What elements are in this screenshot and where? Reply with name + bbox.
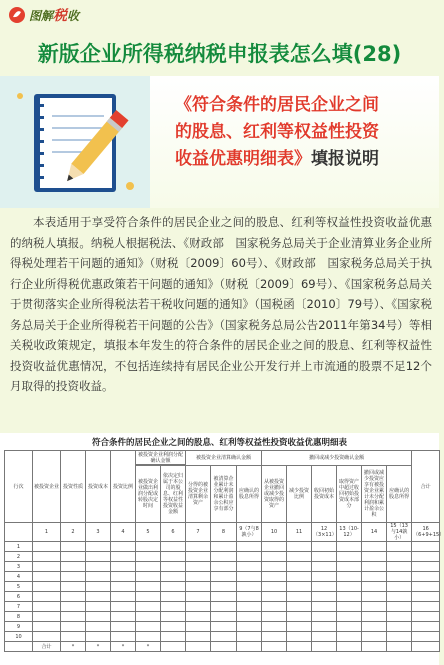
table-cell <box>287 602 312 612</box>
header-c15: 撤回或减少投资应享有被投资企业累计未分配利润和累计盈余公积 <box>362 466 387 523</box>
column-number: 7 <box>186 523 211 542</box>
table-cell <box>262 592 287 602</box>
header-invest-ratio: 投资比例 <box>111 451 136 523</box>
intro-paragraph: 本表适用于享受符合条件的居民企业之间的股息、红利等权益性投资收益优惠的纳税人填报。纳税人根据税法、《财政部 国家税务总局关于企业清算业务企业所得税处理若干问题的通知》（财税〔2009〕60号）、《财政部 国家税务总局关于执行企业所得税优惠政策若干问题的通知》（财税〔2009〕69号）、《国家税务总局关于贯彻落实企业所得税法若干税收问题的通知》（国税函〔2010〕79号）、《国家税务总局关于企业所得税若干问题的公告》（国家税务总局公告2011年第34号）等相关税收政策规定，填报本年发生的符合条件的居民企业之间的股息、红利等权益性投资收益优惠情况，不包括连续持有居民企业公开发行并上市流通的股票不足12个月取得的投资收益。 <box>10 215 432 393</box>
table-title: 符合条件的居民企业之间的股息、红利等权益性投资收益优惠明细表 <box>91 438 347 448</box>
table-cell <box>111 612 136 622</box>
table-cell <box>237 552 262 562</box>
header-c16: 应确认的股息所得 <box>387 466 412 523</box>
table-cell <box>86 572 111 582</box>
star-cell: * <box>61 642 86 652</box>
header-c14: 取得资产中超过收回初始投资成本部分 <box>337 466 362 523</box>
table-cell <box>237 622 262 632</box>
table-cell <box>33 592 61 602</box>
table-cell <box>262 552 287 562</box>
column-number <box>5 523 33 542</box>
table-cell <box>211 632 237 642</box>
table-cell <box>312 622 337 632</box>
table-cell <box>262 632 287 642</box>
table-row <box>5 622 440 632</box>
table-cell <box>86 602 111 612</box>
table-cell <box>61 622 86 632</box>
table-cell <box>362 632 387 642</box>
table-cell <box>33 612 61 622</box>
row-number: 10 <box>5 632 33 642</box>
table-cell <box>161 542 186 552</box>
table-cell <box>262 542 287 552</box>
table-cell <box>287 592 312 602</box>
total-cell <box>211 642 237 652</box>
table-row <box>5 582 440 592</box>
table-cell <box>186 632 211 642</box>
table-cell <box>136 622 161 632</box>
table-cell <box>136 572 161 582</box>
table-cell <box>312 632 337 642</box>
table-cell <box>186 592 211 602</box>
table-cell <box>136 602 161 612</box>
table-cell <box>387 582 412 592</box>
table-row <box>5 562 440 572</box>
star-cell: * <box>86 642 111 652</box>
table-cell <box>337 572 362 582</box>
table-cell <box>211 562 237 572</box>
table-cell <box>387 622 412 632</box>
table-cell <box>161 632 186 642</box>
table-cell <box>136 582 161 592</box>
table-cell <box>287 632 312 642</box>
banner-subtitle: 《符合条件的居民企业之间 的股息、红利等权益性投资 收益优惠明细表》填报说明 <box>175 95 379 169</box>
table-cell <box>61 572 86 582</box>
column-number: 12（3×11） <box>312 523 337 542</box>
leaf-logo-icon <box>8 6 26 24</box>
header-group-dividend: 被投资企业利润分配确认金额 <box>136 451 186 465</box>
table-cell <box>237 562 262 572</box>
table-cell <box>211 572 237 582</box>
column-number: 6 <box>161 523 186 542</box>
table-cell <box>186 602 211 612</box>
row-number: 4 <box>5 572 33 582</box>
table-cell <box>237 612 262 622</box>
row-number: 2 <box>5 552 33 562</box>
table-cell <box>161 582 186 592</box>
column-number: 3 <box>86 523 111 542</box>
table-cell <box>86 582 111 592</box>
table-row <box>5 572 440 582</box>
table-cell <box>186 542 211 552</box>
header-c11: 从被投资企业撤回或减少投资取得的资产 <box>262 466 287 523</box>
total-cell <box>337 642 362 652</box>
table-cell <box>312 592 337 602</box>
row-number: 3 <box>5 562 33 572</box>
header-c12: 减少投资比例 <box>287 466 312 523</box>
column-number: 4 <box>111 523 136 542</box>
row-number: 6 <box>5 592 33 602</box>
table-cell <box>161 562 186 572</box>
row-number: 5 <box>5 582 33 592</box>
table-cell <box>33 552 61 562</box>
column-number: 1 <box>33 523 61 542</box>
table-cell <box>237 582 262 592</box>
header-investee: 被投资企业 <box>33 451 61 523</box>
table-cell <box>362 572 387 582</box>
table-cell <box>312 552 337 562</box>
column-number: 16（6+9+15） <box>412 523 440 542</box>
table-cell <box>33 562 61 572</box>
table-cell <box>337 612 362 622</box>
table-cell <box>211 542 237 552</box>
table-cell <box>262 602 287 612</box>
table-cell <box>86 622 111 632</box>
column-number: 5 <box>136 523 161 542</box>
table-cell <box>136 542 161 552</box>
table-cell <box>211 552 237 562</box>
table-cell <box>111 582 136 592</box>
table-cell <box>262 582 287 592</box>
table-cell <box>61 602 86 612</box>
table-cell <box>61 542 86 552</box>
table-body <box>5 542 440 642</box>
table-cell <box>337 592 362 602</box>
table-cell <box>287 552 312 562</box>
column-number: 15（13与14孰小） <box>387 523 412 542</box>
table-cell <box>337 582 362 592</box>
total-cell <box>287 642 312 652</box>
detail-table <box>4 450 444 652</box>
table-cell <box>186 552 211 562</box>
table-cell <box>211 602 237 612</box>
table-cell <box>161 592 186 602</box>
table-cell <box>33 622 61 632</box>
table-cell <box>33 632 61 642</box>
table-cell <box>262 562 287 572</box>
notebook-pencil-icon <box>0 76 150 208</box>
header-invest-cost: 投资成本 <box>86 451 111 523</box>
table-cell <box>86 542 111 552</box>
table-cell <box>86 592 111 602</box>
table-cell <box>161 572 186 582</box>
table-cell <box>412 612 440 622</box>
column-number: 11 <box>287 523 312 542</box>
total-cell <box>412 642 440 652</box>
table-cell <box>186 582 211 592</box>
table-cell <box>86 632 111 642</box>
table-cell <box>161 552 186 562</box>
table-cell <box>136 562 161 572</box>
table-cell <box>312 582 337 592</box>
table-cell <box>362 622 387 632</box>
total-row-no <box>5 642 33 652</box>
star-cell: * <box>111 642 136 652</box>
table-cell <box>337 602 362 612</box>
header-c10: 应确认的股息所得 <box>237 466 262 523</box>
table-cell <box>86 552 111 562</box>
table-cell <box>287 582 312 592</box>
header-c9: 被清算企业累计未分配利润和累计盈余公积应享有部分 <box>211 466 237 523</box>
table-cell <box>312 562 337 572</box>
table-cell <box>337 622 362 632</box>
table-cell <box>287 612 312 622</box>
table-cell <box>412 592 440 602</box>
table-cell <box>211 612 237 622</box>
table-cell <box>111 632 136 642</box>
table-cell <box>337 562 362 572</box>
table-cell <box>412 552 440 562</box>
table-cell <box>111 602 136 612</box>
total-label: 合计 <box>33 642 61 652</box>
table-cell <box>312 572 337 582</box>
page-title: 新版企业所得税纳税申报表怎么填(28) <box>37 42 402 66</box>
table-cell <box>86 562 111 572</box>
table-cell <box>412 582 440 592</box>
logo-text: 图解税收 <box>29 8 80 24</box>
table-cell <box>312 612 337 622</box>
table-cell <box>211 622 237 632</box>
table-cell <box>262 622 287 632</box>
header-total: 合计 <box>412 451 440 523</box>
table-cell <box>237 602 262 612</box>
table-cell <box>111 572 136 582</box>
table-cell <box>362 552 387 562</box>
total-cell <box>312 642 337 652</box>
table-cell <box>61 582 86 592</box>
header-group-recovery: 撤回或减少投资确认金额 <box>262 451 412 466</box>
table-cell <box>337 552 362 562</box>
total-cell <box>161 642 186 652</box>
table-cell <box>61 552 86 562</box>
table-cell <box>86 612 111 622</box>
table-cell <box>33 602 61 612</box>
table-cell <box>412 632 440 642</box>
table-cell <box>161 602 186 612</box>
table-cell <box>287 622 312 632</box>
column-number: 13（10-12） <box>337 523 362 542</box>
table-cell <box>287 562 312 572</box>
column-number-row <box>5 523 440 542</box>
column-number: 2 <box>61 523 86 542</box>
table-cell <box>362 542 387 552</box>
column-number: 8 <box>211 523 237 542</box>
total-cell <box>186 642 211 652</box>
table-cell <box>412 542 440 552</box>
table-cell <box>61 562 86 572</box>
header-group-liquidation: 被投资企业清算确认金额 <box>186 451 262 466</box>
table-cell <box>387 632 412 642</box>
table-row <box>5 592 440 602</box>
table-cell <box>161 612 186 622</box>
table-cell <box>312 542 337 552</box>
table-cell <box>287 542 312 552</box>
row-number: 9 <box>5 622 33 632</box>
table-cell <box>337 542 362 552</box>
header-row-no: 行次 <box>5 451 33 523</box>
table-cell <box>362 612 387 622</box>
table-cell <box>111 552 136 562</box>
table-cell <box>33 542 61 552</box>
table-cell <box>161 622 186 632</box>
column-number: 9（7与8孰小） <box>237 523 262 542</box>
table-cell <box>387 572 412 582</box>
table-cell <box>111 592 136 602</box>
table-cell <box>136 632 161 642</box>
table-cell <box>237 572 262 582</box>
table-cell <box>136 592 161 602</box>
row-number: 7 <box>5 602 33 612</box>
table-cell <box>337 632 362 642</box>
table-cell <box>211 582 237 592</box>
logo <box>8 5 79 25</box>
row-number: 8 <box>5 612 33 622</box>
table-cell <box>186 612 211 622</box>
header-c8: 分得的被投资企业清算剩余资产 <box>186 466 211 523</box>
table-row <box>5 612 440 622</box>
table-cell <box>412 562 440 572</box>
header-invest-nature: 投资性质 <box>61 451 86 523</box>
header-c7: 依决定归属于本公司的股息、红利等权益性投资收益金额 <box>161 466 186 523</box>
table-row <box>5 552 440 562</box>
table-cell <box>186 572 211 582</box>
table-cell <box>211 592 237 602</box>
column-number: 14 <box>362 523 387 542</box>
total-cell <box>237 642 262 652</box>
table-cell <box>362 592 387 602</box>
table-cell <box>61 632 86 642</box>
table-cell <box>237 592 262 602</box>
row-number: 1 <box>5 542 33 552</box>
table-cell <box>111 562 136 572</box>
table-cell <box>262 612 287 622</box>
table-cell <box>61 592 86 602</box>
table-cell <box>362 582 387 592</box>
total-row <box>5 642 440 652</box>
table-cell <box>136 552 161 562</box>
table-row <box>5 542 440 552</box>
table-cell <box>33 572 61 582</box>
table-section <box>0 433 444 665</box>
table-cell <box>33 582 61 592</box>
table-cell <box>362 602 387 612</box>
table-cell <box>262 572 287 582</box>
table-cell <box>387 552 412 562</box>
table-cell <box>412 572 440 582</box>
table-cell <box>412 622 440 632</box>
table-cell <box>111 622 136 632</box>
table-cell <box>387 542 412 552</box>
header-c13: 收回初始投资成本 <box>312 466 337 523</box>
table-cell <box>136 612 161 622</box>
total-cell <box>262 642 287 652</box>
table-cell <box>237 542 262 552</box>
table-cell <box>387 562 412 572</box>
table-cell <box>237 632 262 642</box>
table-cell <box>111 542 136 552</box>
star-cell: * <box>136 642 161 652</box>
table-cell <box>186 562 211 572</box>
table-cell <box>362 562 387 572</box>
table-cell <box>387 592 412 602</box>
table-row <box>5 602 440 612</box>
table-cell <box>387 602 412 612</box>
table-cell <box>287 572 312 582</box>
table-cell <box>412 602 440 612</box>
total-cell <box>362 642 387 652</box>
column-number: 10 <box>262 523 287 542</box>
table-cell <box>186 622 211 632</box>
table-cell <box>61 612 86 622</box>
header-c6: 被投资企业做出利润分配或转股决定时间 <box>136 466 161 523</box>
table-row <box>5 632 440 642</box>
total-cell <box>387 642 412 652</box>
table-cell <box>312 602 337 612</box>
banner <box>0 76 439 208</box>
table-cell <box>387 612 412 622</box>
